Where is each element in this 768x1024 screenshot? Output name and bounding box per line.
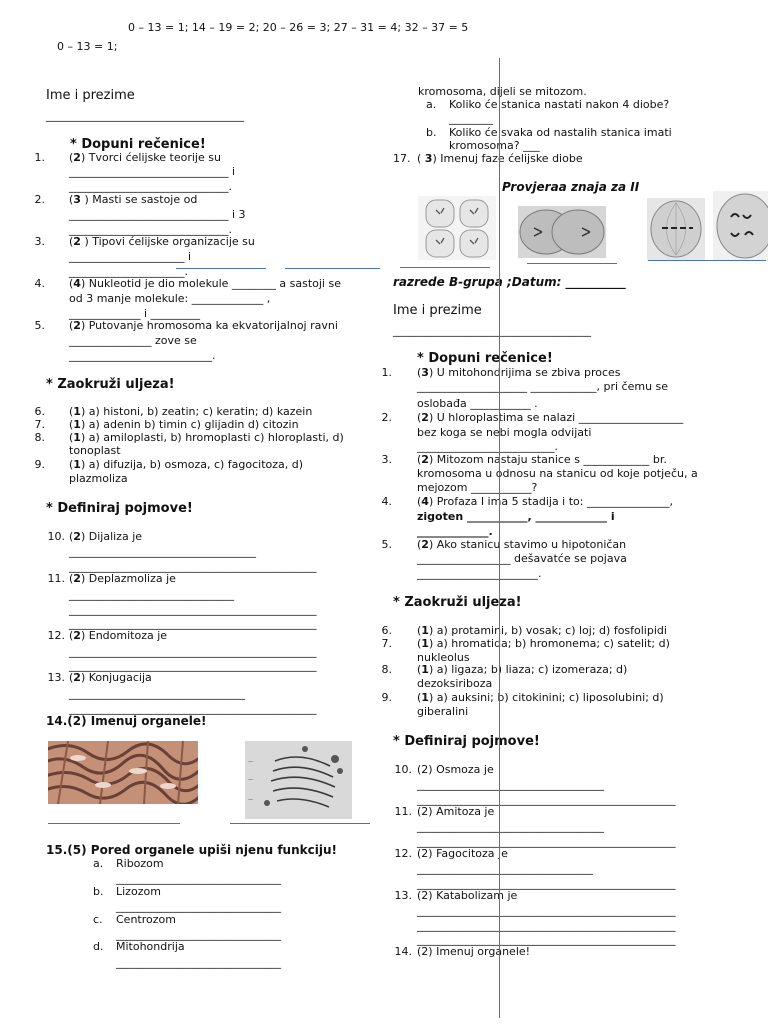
question-number: 4.: [34, 277, 45, 290]
question-text: (2) Deplazmoliza je: [69, 572, 176, 585]
cell-division-image-2: [518, 206, 606, 258]
answer-underline-6[interactable]: [527, 263, 617, 264]
section-define-title-b: * Definiraj pojmove!: [393, 734, 540, 749]
question-text: (1) a) histoni, b) zeatin; c) keratin; d) kazein: [69, 405, 313, 418]
question-number: 5.: [34, 319, 45, 332]
cell-division-image-3: [647, 198, 705, 260]
answer-blank[interactable]: __________________________________: [417, 778, 604, 791]
answer-line[interactable]: mejozom ___________?: [417, 481, 538, 494]
question-stem: ) U mitohondrijima se zbiva proces: [428, 366, 621, 379]
points: 2: [73, 151, 81, 164]
question-15: [46, 843, 337, 857]
score-scale-line-short: 0 – 13 = 1;: [57, 40, 118, 53]
question-text: (1) a) amiloplasti, b) hromoplasti c) hloroplasti, d): [69, 431, 344, 444]
item-text: Koliko će svaka od nastalih stanica imati: [449, 126, 672, 139]
svg-text:—: —: [248, 759, 253, 765]
test-subtitle-date: razrede B-grupa ;Datum: __________: [393, 275, 626, 289]
options[interactable]: ) a) histoni, b) zeatin; c) keratin; d) kazein: [80, 405, 313, 418]
question-number: 12.: [394, 847, 412, 860]
answer-underline-4[interactable]: [285, 268, 380, 269]
question-stem: ) Masti se sastoje od: [80, 193, 198, 206]
question-number: 2.: [34, 193, 45, 206]
points: 2: [73, 530, 81, 543]
question-stem: ) U hloroplastima se nalazi ___________________: [428, 411, 684, 424]
organelle-image-golgi: [245, 741, 352, 819]
points: 3: [73, 193, 81, 206]
question-stem: ) Dijaliza je: [80, 530, 143, 543]
item-blank[interactable]: ______________________________: [116, 900, 281, 913]
paren: (: [417, 152, 422, 165]
answer-line: bez koga se nebi mogla odvijati: [417, 426, 592, 439]
options[interactable]: ) a) amiloplasti, b) hromoplasti c) hloroplasti, d): [80, 431, 344, 444]
cell-division-image-1: [418, 196, 496, 260]
answer-line[interactable]: _____________ i _________: [69, 307, 201, 320]
options[interactable]: ) a) auksini; b) citokinini; c) liposolubini; d): [428, 691, 664, 704]
answer-line[interactable]: od 3 manje molekule: _____________ ,: [69, 292, 271, 305]
points: 2: [73, 319, 81, 332]
points: 4: [421, 495, 429, 508]
answer-blank[interactable]: _____________________________________________: [69, 659, 317, 672]
answer-blank[interactable]: __________________________.: [69, 349, 216, 362]
item-label: Centrozom: [116, 913, 176, 926]
points: 1: [73, 431, 81, 444]
question-number: 2.: [381, 411, 392, 424]
section-fill-in-title: * Dopuni rečenice!: [70, 137, 206, 152]
question-text: (2 ) Tipovi ćelijske organizacije su: [69, 235, 255, 248]
item-label: Mitohondrija: [116, 940, 185, 953]
question-stem: (2) Imenuj organele!: [417, 945, 531, 958]
options-cont[interactable]: nukleolus: [417, 651, 470, 664]
points: 2: [421, 453, 429, 466]
svg-text:—: —: [248, 797, 253, 803]
item-blank[interactable]: ______________________________: [116, 956, 281, 969]
answer-blank[interactable]: _____________________________________________: [69, 560, 317, 573]
section-define-title: * Definiraj pojmove!: [46, 501, 193, 516]
question-stem: ) Imenuj faze ćelijske diobe: [432, 152, 583, 165]
answer-line[interactable]: ____________________ ____________, pri čemu se: [417, 380, 669, 393]
item-marker: a.: [426, 98, 437, 111]
question-text: (4) Nukleotid je dio molekule ________ a sastoji se: [69, 277, 341, 290]
item-marker: b.: [93, 885, 104, 898]
answer-blank[interactable]: __________________________________: [417, 820, 604, 833]
item-marker: c.: [93, 913, 103, 926]
options-cont[interactable]: plazmoliza: [69, 472, 128, 485]
question-text: (1) a) protamini, b) vosak; c) loj; d) fosfolipidi: [417, 624, 667, 637]
question-stem: ) Putovanje hromosoma ka ekvatorijalnoj ravni: [80, 319, 338, 332]
question-stem: ) Tipovi ćelijske organizacije su: [80, 235, 255, 248]
test-title: Provjeraa znaja za II: [502, 180, 640, 194]
page-fold-line: [499, 58, 500, 1018]
points: 4: [73, 277, 81, 290]
section-odd-one-out-title: * Zaokruži uljeza!: [46, 377, 175, 392]
question-text: (1) a) ligaza; b) liaza; c) izomeraza; d): [417, 663, 628, 676]
points: (5): [67, 843, 87, 857]
answer-line[interactable]: zigoten ___________, _____________ i: [417, 510, 615, 523]
question-number: 12.: [47, 629, 65, 642]
question-stem: ) Tvorci ćelijske teorije su: [80, 151, 221, 164]
question-number: 7.: [381, 637, 392, 650]
cell-division-image-4: [713, 191, 768, 261]
item-text-cont[interactable]: kromosoma? ___: [449, 139, 540, 152]
question-stem: (2) Osmoza je: [417, 763, 494, 776]
answer-underline-2[interactable]: [230, 823, 370, 824]
name-label-b: Ime i prezime: [393, 303, 482, 318]
item-blank[interactable]: ______________________________: [116, 872, 281, 885]
answer-line: kromosoma u odnosu na stanicu od koje potječu, a: [417, 467, 698, 480]
points: 2: [73, 629, 81, 642]
question-number: 6.: [34, 405, 45, 418]
answer-blank[interactable]: _______________________________________________: [417, 793, 676, 806]
answer-line[interactable]: _________________ dešavatće se pojava: [417, 552, 627, 565]
question-number: 10.: [394, 763, 412, 776]
name-blank-b[interactable]: ____________________________________: [393, 324, 591, 337]
item-label: Lizozom: [116, 885, 161, 898]
answer-blank[interactable]: ________________________________: [69, 687, 245, 700]
options[interactable]: ) a) ligaza; b) liaza; c) izomeraza; d): [428, 663, 628, 676]
question-stem: (2) Katabolizam je: [417, 889, 518, 902]
answer-underline-3[interactable]: [176, 268, 266, 269]
item-blank[interactable]: ________: [449, 112, 493, 125]
points: 2: [73, 235, 81, 248]
er-illustration: [48, 741, 198, 804]
score-scale-line: 0 – 13 = 1; 14 – 19 = 2; 20 – 26 = 3; 27 – 31 = 4; 32 – 37 = 5: [128, 21, 469, 34]
question-stem: Pored organele upiši njenu funkciju!: [86, 843, 337, 857]
points: 1: [421, 624, 429, 637]
question-stem: ) Deplazmoliza je: [80, 572, 176, 585]
question-text: (3) U mitohondrijima se zbiva proces: [417, 366, 621, 379]
question-text: (2) U hloroplastima se nalazi ___________________: [417, 411, 684, 424]
q16-tail: kromosoma, dijeli se mitozom.: [418, 85, 587, 98]
question-stem: (2) Fagocitoza je: [417, 847, 508, 860]
options-cont[interactable]: dezoksiriboza: [417, 677, 493, 690]
question-text: (1) a) auksini; b) citokinini; c) liposolubini; d): [417, 691, 664, 704]
question-text: (2) Konjugacija: [69, 671, 152, 684]
question-text: (1) a) hromatida; b) hromonema; c) satelit; d): [417, 637, 670, 650]
question-14: [46, 714, 207, 728]
answer-blank[interactable]: _________________________.: [417, 440, 558, 453]
prophase-illustration: [713, 191, 768, 261]
question-number: 4.: [381, 495, 392, 508]
question-number: 14.: [46, 714, 68, 728]
question-number: 3.: [381, 453, 392, 466]
points: 1: [421, 691, 429, 704]
answer-blank[interactable]: _____________________ i: [69, 250, 192, 263]
points: 1: [421, 663, 429, 676]
answer-blank[interactable]: _____________________________ i: [69, 165, 236, 178]
question-number: 1.: [381, 366, 392, 379]
anaphase-illustration: [518, 206, 606, 258]
answer-blank[interactable]: ________________________________: [417, 862, 593, 875]
options[interactable]: ) a) difuzija, b) osmoza, c) fagocitoza, d): [80, 458, 304, 471]
answer-blank[interactable]: _____________________________.: [69, 223, 232, 236]
question-stem: (2) Amitoza je: [417, 805, 495, 818]
question-text: (2) Endomitoza je: [69, 629, 168, 642]
answer-line[interactable]: _______________ zove se: [69, 334, 197, 347]
answer-blank[interactable]: _______________________________________________: [417, 933, 676, 946]
answer-blank[interactable]: _____________________________________________: [69, 645, 317, 658]
telophase-illustration: [418, 196, 496, 260]
question-stem: ) Mitozom nastaju stanice s ____________ br.: [428, 453, 667, 466]
question-text: (3 ) Masti se sastoje od: [69, 193, 198, 206]
question-text: (4) Profaza I ima 5 stadija i to: _______________,: [417, 495, 673, 508]
question-number: 10.: [47, 530, 65, 543]
question-text: (2) Tvorci ćelijske teorije su: [69, 151, 221, 164]
question-number: 8.: [381, 663, 392, 676]
answer-blank[interactable]: _______________________________________________: [417, 919, 676, 932]
options[interactable]: ) a) hromatida; b) hromonema; c) satelit; d): [428, 637, 670, 650]
name-blank[interactable]: ____________________________________: [46, 109, 244, 122]
answer-blank[interactable]: _____________________________ i 3: [69, 208, 246, 221]
question-text: (1) a) adenin b) timin c) glijadin d) citozin: [69, 418, 299, 431]
options[interactable]: ) a) protamini, b) vosak; c) loj; d) fosfolipidi: [428, 624, 667, 637]
answer-blank[interactable]: _______________________________________________: [417, 835, 676, 848]
points: 3: [421, 366, 429, 379]
points: 2: [421, 411, 429, 424]
name-label: Ime i prezime: [46, 88, 135, 103]
question-number: 8.: [34, 431, 45, 444]
points: 1: [421, 637, 429, 650]
question-number: 5.: [381, 538, 392, 551]
answer-underline-7[interactable]: [648, 260, 766, 261]
item-text: Koliko će stanica nastati nakon 4 diobe?: [449, 98, 670, 111]
question-number: 9.: [381, 691, 392, 704]
item-label: Ribozom: [116, 857, 164, 870]
question-number: 6.: [381, 624, 392, 637]
section-odd-one-out-title-b: * Zaokruži uljeza!: [393, 595, 522, 610]
answer-blank[interactable]: _____________.: [417, 525, 493, 538]
answer-underline-5[interactable]: [400, 267, 490, 268]
item-marker: d.: [93, 940, 104, 953]
question-number: 13.: [394, 889, 412, 902]
item-blank[interactable]: ______________________________: [116, 928, 281, 941]
question-stem: ) Endomitoza je: [80, 629, 168, 642]
question-number: 9.: [34, 458, 45, 471]
question-number: 11.: [47, 572, 65, 585]
question-number: 17.: [393, 152, 411, 165]
points: 2: [421, 538, 429, 551]
question-stem: Imenuj organele!: [86, 714, 207, 728]
points: 2: [73, 572, 81, 585]
answer-underline-1[interactable]: [48, 823, 180, 824]
answer-blank[interactable]: _____________________.: [69, 265, 188, 278]
answer-blank[interactable]: ______________________________: [69, 588, 234, 601]
answer-blank[interactable]: _______________________________________________: [417, 877, 676, 890]
question-stem: ) Nukleotid je dio molekule ________ a sastoji se: [80, 277, 341, 290]
question-number: 3.: [34, 235, 45, 248]
answer-blank[interactable]: _______________________________________________: [417, 904, 676, 917]
answer-blank[interactable]: ______________________.: [417, 567, 542, 580]
answer-blank[interactable]: _____________________________________________: [69, 702, 317, 715]
question-text: (1) a) difuzija, b) osmoza, c) fagocitoza, d): [69, 458, 304, 471]
options[interactable]: ) a) adenin b) timin c) glijadin d) citozin: [80, 418, 299, 431]
question-number: 11.: [394, 805, 412, 818]
organelle-image-er: [48, 741, 198, 804]
question-text: (2) Dijaliza je: [69, 530, 143, 543]
question-number: 13.: [47, 671, 65, 684]
answer-blank[interactable]: _____________________________________________: [69, 603, 317, 616]
question-number: 15.: [46, 843, 68, 857]
question-stem: ) Konjugacija: [80, 671, 152, 684]
metaphase-illustration: [647, 198, 705, 260]
question-number: 1.: [34, 151, 45, 164]
section-fill-in-title-b: * Dopuni rečenice!: [417, 351, 553, 366]
points: 2: [73, 671, 81, 684]
answer-blank[interactable]: _____________________________.: [69, 180, 232, 193]
options-cont[interactable]: tonoplast: [69, 444, 121, 457]
answer-line[interactable]: oslobađa ___________ .: [417, 397, 538, 410]
points: (2): [67, 714, 87, 728]
item-marker: b.: [426, 126, 437, 139]
question-number: 14.: [394, 945, 412, 958]
question-text: (2) Mitozom nastaju stanice s ____________ br.: [417, 453, 667, 466]
question-text: (2) Putovanje hromosoma ka ekvatorijalnoj ravni: [69, 319, 338, 332]
question-stem: ) Ako stanicu stavimo u hipotoničan: [428, 538, 627, 551]
options-cont[interactable]: giberalini: [417, 705, 469, 718]
question-text: (2) Ako stanicu stavimo u hipotoničan: [417, 538, 627, 551]
points: 1: [73, 418, 81, 431]
question-stem: ) Profaza I ima 5 stadija i to: _______________,: [428, 495, 673, 508]
points: 1: [73, 405, 81, 418]
golgi-illustration: [245, 741, 352, 819]
svg-text:—: —: [248, 777, 253, 783]
question-number: 7.: [34, 418, 45, 431]
points: 1: [73, 458, 81, 471]
answer-blank[interactable]: _____________________________________________: [69, 617, 317, 630]
points: 3: [424, 152, 433, 165]
answer-blank[interactable]: __________________________________: [69, 545, 256, 558]
item-marker: a.: [93, 857, 104, 870]
